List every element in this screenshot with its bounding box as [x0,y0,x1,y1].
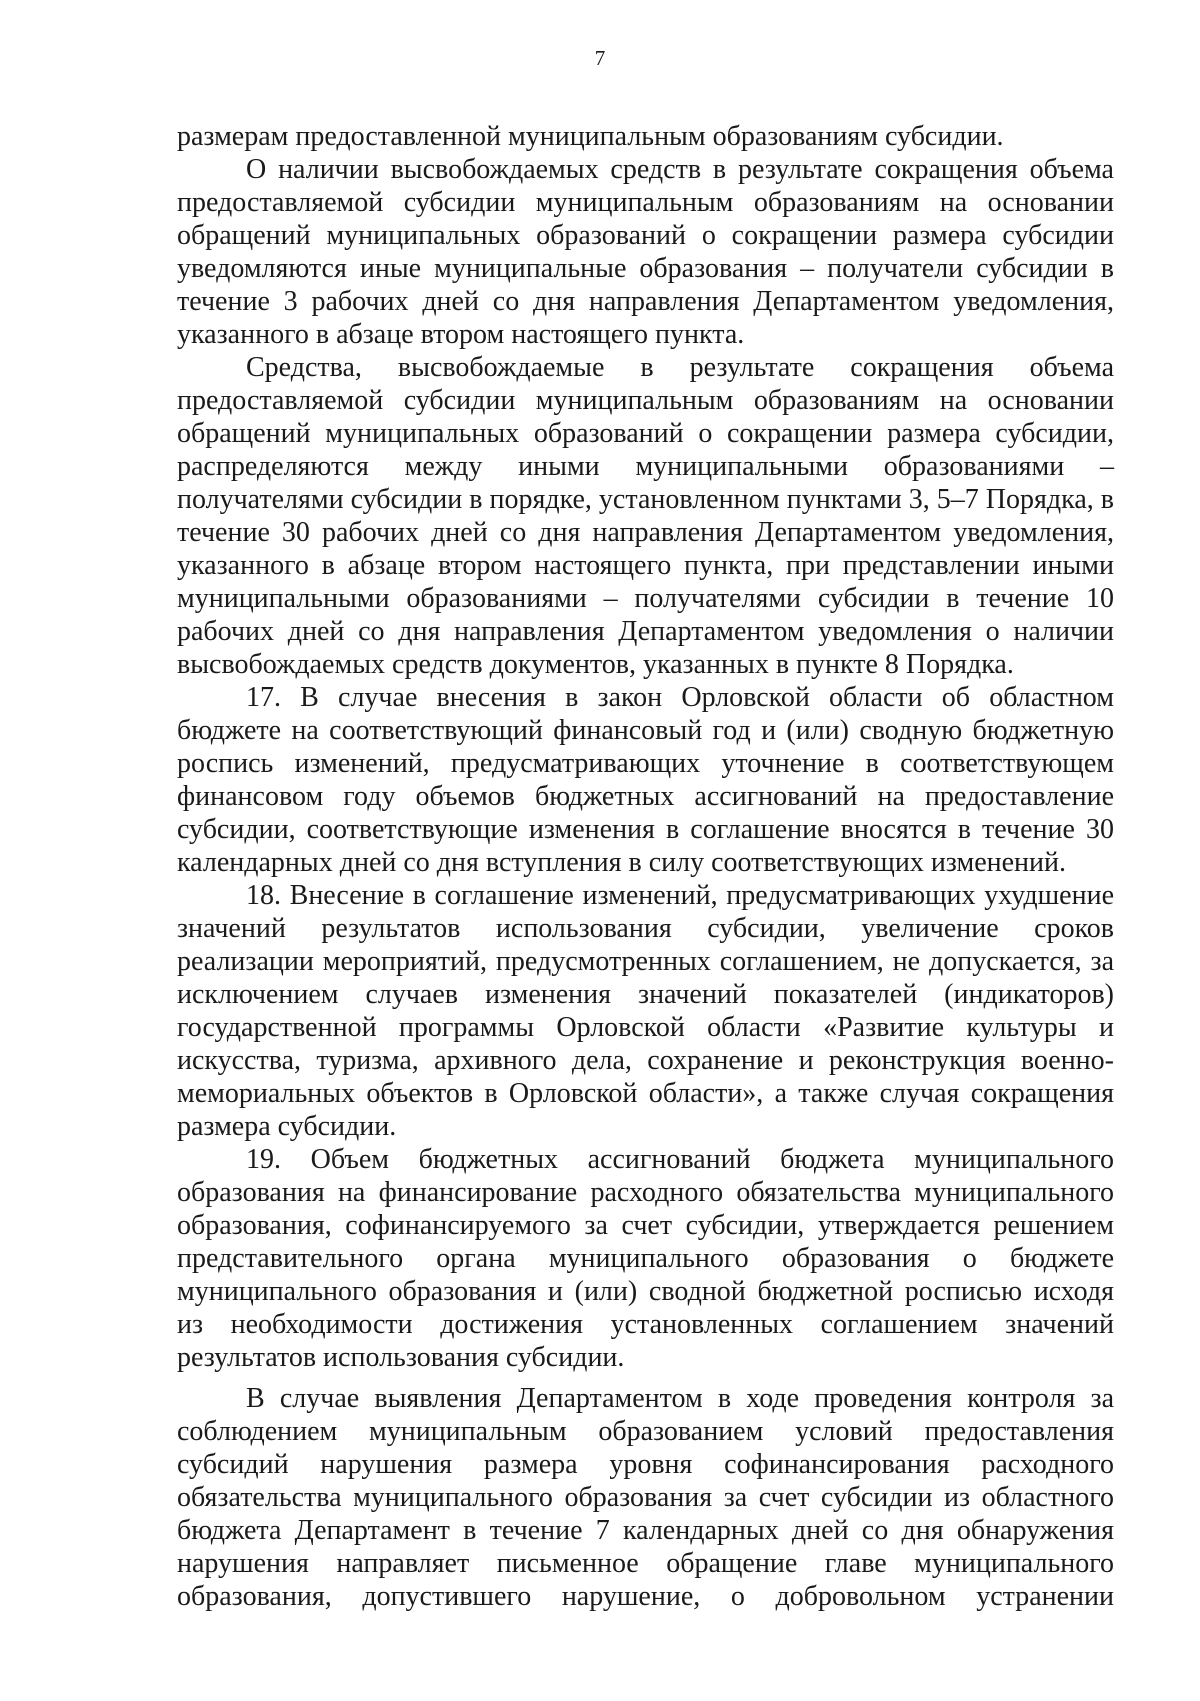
paragraph-notification: О наличии высвобождаемых средств в результате сокращения объема предоставляемой субсидии муниципальным образованиям на основании обращений муниципальных образований о сокращении размера субсидии уведомляются иные муниципальные образования – получатели субсидии в течение 3 рабочих дней со дня направления Департаментом уведомления, указанного в абзаце втором настоящего пункта. [177,154,1114,350]
paragraph-clause-19: 19. Объем бюджетных ассигнований бюджета муниципального образования на финансирование расходного обязательства муниципального образования, софинансируемого за счет субсидии, утверждается решением представительного органа муниципального образования о бюджете муниципального образования и (или) сводной бюджетной росписью исходя из необходимости достижения установленных соглашением значений результатов использования субсидии. [177,1144,1114,1373]
paragraph-clause-18: 18. Внесение в соглашение изменений, предусматривающих ухудшение значений результатов использования субсидии, увеличение сроков реализации мероприятий, предусмотренных соглашением, не допускается, за исключением случаев изменения значений показателей (индикаторов) государственной программы Орловской области «Развитие культуры и искусства, туризма, архивного дела, сохранение и реконструкция военно-мемориальных объектов в Орловской области», а также случая сокращения размера субсидии. [177,880,1114,1142]
page-number: 7 [594,46,606,70]
document-body [177,120,1114,1613]
paragraph-redistribution: Средства, высвобождаемые в результате сокращения объема предоставляемой субсидии муниципальным образованиям на основании обращений муниципальных образований о сокращении размера субсидии, распределяются между иными муниципальными образованиями – получателями субсидии в порядке, установленном пунктами 3, 5–7 Порядка, в течение 30 рабочих дней со дня направления Департаментом уведомления, указанного в абзаце втором настоящего пункта, при представлении иными муниципальными образованиями – получателями субсидии в течение 10 рабочих дней со дня направления Департаментом уведомления о наличии высвобождаемых средств документов, указанных в пункте 8 Порядка. [177,352,1114,680]
paragraph-clause-17: 17. В случае внесения в закон Орловской области об областном бюджете на соответствующий финансовый год и (или) сводную бюджетную роспись изменений, предусматривающих уточнение в соответствующем финансовом году объемов бюджетных ассигнований на предоставление субсидии, соответствующие изменения в соглашение вносятся в течение 30 календарных дней со дня вступления в силу соответствующих изменений. [177,682,1114,878]
paragraph-violation: В случае выявления Департаментом в ходе проведения контроля за соблюдением муниципальным образованием условий предоставления субсидий нарушения размера уровня софинансирования расходного обязательства муниципального образования за счет субсидии из областного бюджета Департамент в течение 7 календарных дней со дня обнаружения нарушения направляет письменное обращение главе муниципального образования, допустившего нарушение, о добровольном устранении [177,1383,1114,1612]
paragraph-continuation: размерам предоставленной муниципальным образованиям субсидии. [177,121,1004,152]
